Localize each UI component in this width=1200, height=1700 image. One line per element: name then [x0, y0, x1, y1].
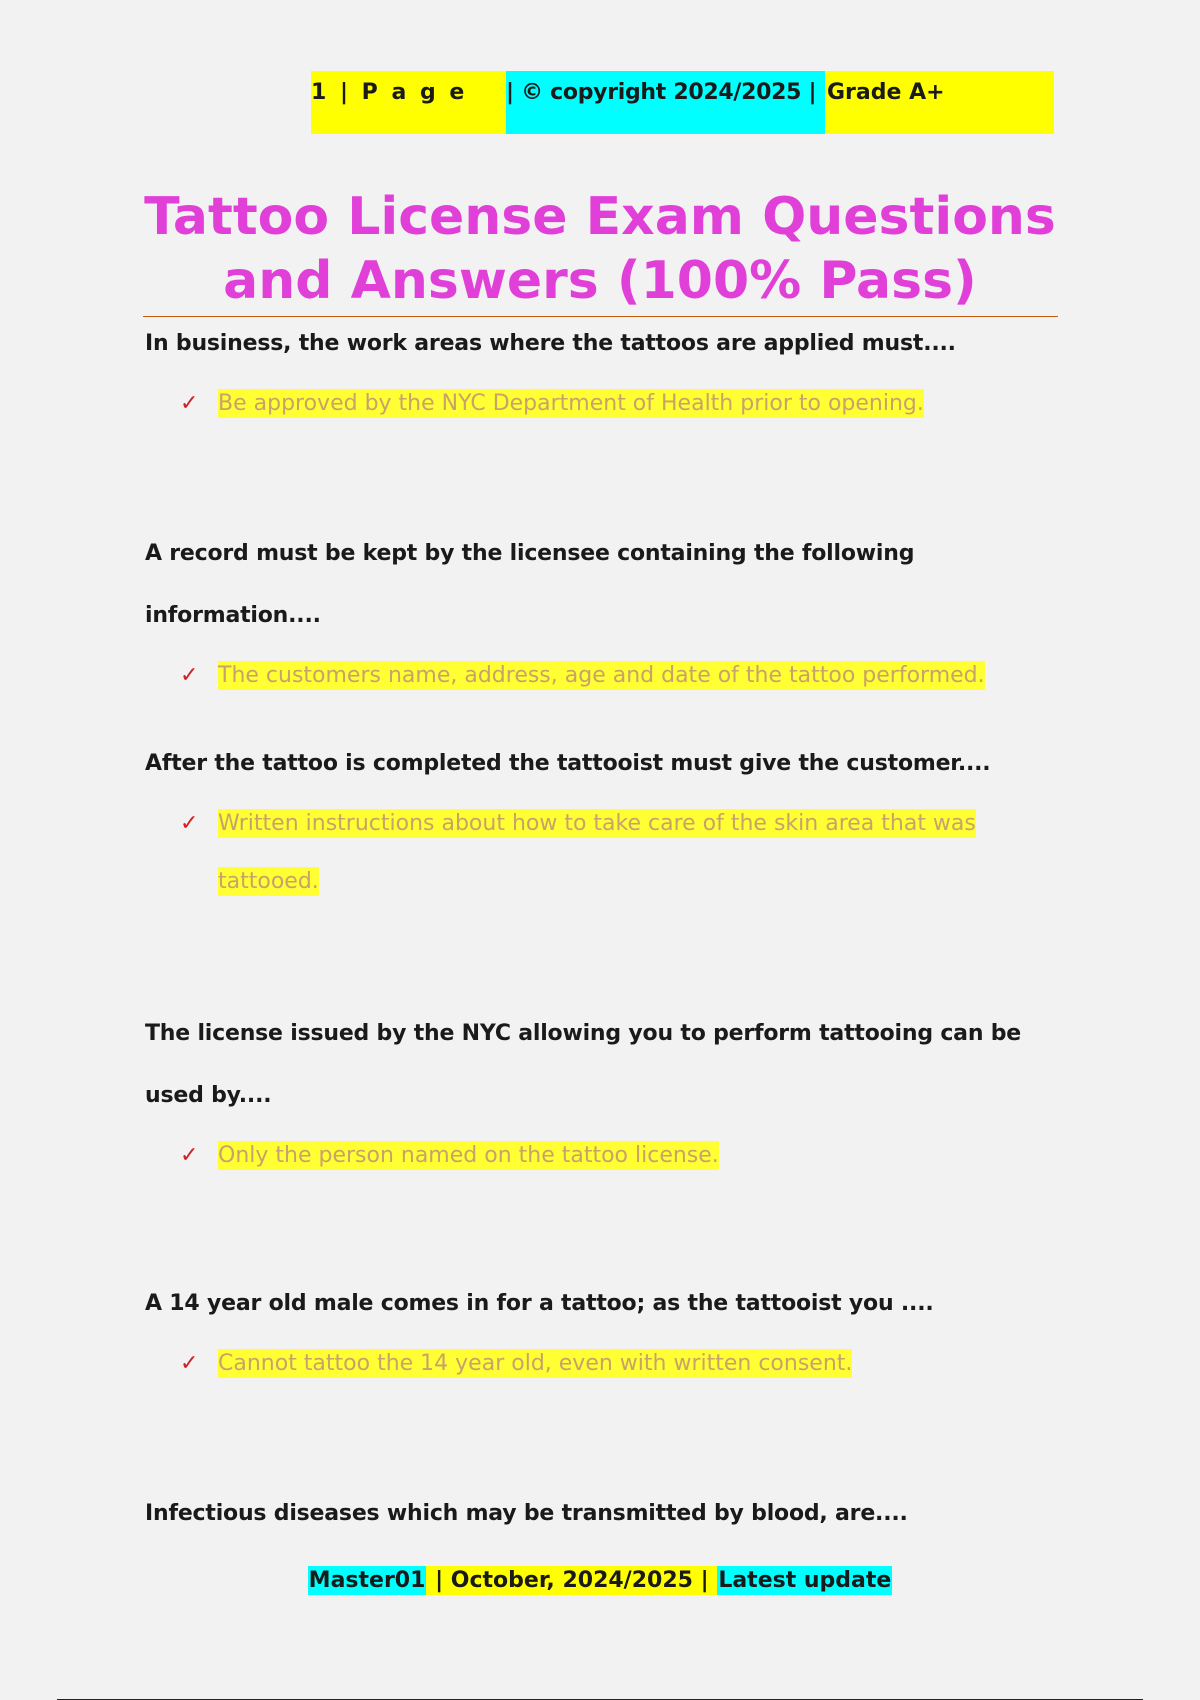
checkmark-icon: ✓ — [180, 811, 199, 836]
answer-item — [180, 795, 1008, 911]
qa-item — [145, 733, 1060, 911]
page-title: Tattoo License Exam Questions and Answers (100% Pass) — [144, 187, 1056, 311]
question-text: A 14 year old male comes in for a tattoo; as the tattooist you .... — [145, 1291, 934, 1316]
checkmark-icon: ✓ — [180, 391, 199, 416]
question-text: After the tattoo is completed the tattooist must give the customer.... — [145, 751, 991, 776]
answer-text: Cannot tattoo the 14 year old, even with written consent. — [218, 1351, 853, 1376]
answer-text: Written instructions about how to take care of the skin area that was tattooed. — [218, 811, 976, 894]
answer-item — [180, 647, 1060, 705]
question-text: In business, the work areas where the tattoos are applied must.... — [145, 331, 956, 356]
grade-label: Grade A+ — [825, 71, 1054, 134]
page-header — [311, 71, 1054, 134]
footer-date: | October, 2024/2025 | — [427, 1568, 717, 1593]
question-text: Infectious diseases which may be transmitted by blood, are.... — [145, 1501, 908, 1526]
answer-item — [180, 1335, 1060, 1393]
copyright-label: | © copyright 2024/2025 | — [506, 71, 825, 134]
checkmark-icon: ✓ — [180, 663, 199, 688]
qa-item — [145, 1483, 1060, 1545]
qa-item — [145, 523, 1060, 705]
page-number-label: 1 | P a g e — [311, 71, 506, 134]
answer-text: Be approved by the NYC Department of Health prior to opening. — [218, 391, 924, 416]
question-text: The license issued by the NYC allowing you to perform tattooing can be used by.... — [145, 1021, 1022, 1108]
answer-text: The customers name, address, age and date of the tattoo performed. — [218, 663, 985, 688]
qa-item — [145, 1003, 1060, 1185]
footer-status: Latest update — [718, 1568, 892, 1593]
footer-author: Master01 — [308, 1568, 426, 1593]
answer-text: Only the person named on the tattoo license. — [218, 1143, 719, 1168]
checkmark-icon: ✓ — [180, 1143, 199, 1168]
qa-item — [145, 313, 1060, 433]
answer-item — [180, 1127, 1060, 1185]
page-footer — [0, 1568, 1200, 1593]
qa-item — [145, 1273, 1060, 1393]
question-text: A record must be kept by the licensee containing the following information.... — [145, 541, 915, 628]
answer-item — [180, 375, 1060, 433]
checkmark-icon: ✓ — [180, 1351, 199, 1376]
